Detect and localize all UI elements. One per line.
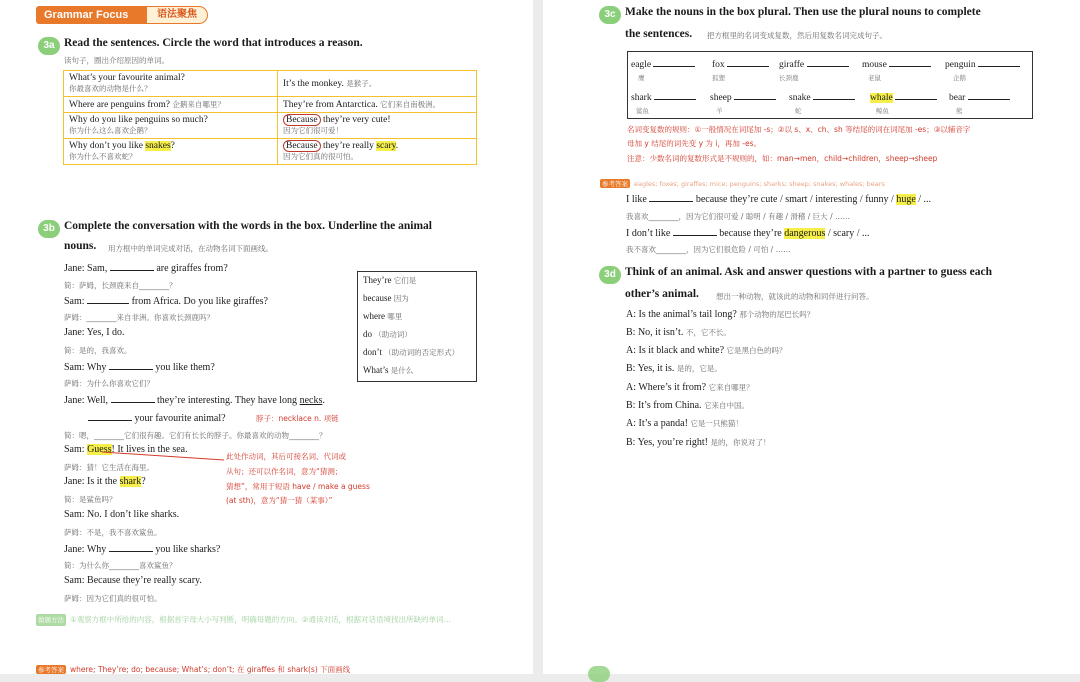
answer-blank[interactable] bbox=[87, 294, 129, 304]
sentence-line-zh: 我喜欢________，因为它们很可爱 / 聪明 / 有趣 / 滑稽 / 巨大 / …… bbox=[626, 212, 850, 221]
grammar-table bbox=[63, 70, 477, 165]
conversation-line-zh: 简：嗯，________它们很有趣。它们有长长的脖子。你最喜欢的动物________？ bbox=[64, 431, 327, 440]
section-3d-title: Think of an animal. Ask and answer questions with a partner to guess each bbox=[625, 266, 993, 278]
vocab-note: 脖子：necklace n. 项链 bbox=[256, 414, 339, 423]
answer-text: they’re very cute! bbox=[320, 115, 391, 125]
answer-blank[interactable] bbox=[734, 90, 776, 100]
section-3b-title-cont: nouns. bbox=[64, 240, 97, 252]
conversation-line-zh: 简：萨姆，长颈鹿来自________？ bbox=[64, 281, 177, 290]
conversation-line: Sam: No. I don’t like sharks. bbox=[64, 509, 180, 520]
dialogue-line: A: Is the animal’s tail long? 那个动物的尾巴长吗？ bbox=[626, 309, 815, 320]
answer-text-zh: 因为它们很可爱！ bbox=[283, 126, 343, 135]
answer-blank[interactable] bbox=[109, 360, 153, 370]
table-cell-answer bbox=[278, 71, 477, 97]
conversation-line: Jane: Is it the shark? bbox=[64, 476, 146, 487]
grammar-note-line: 猜想”，常用于短语 have / make a guess bbox=[226, 482, 370, 491]
next-section-badge-partial bbox=[588, 666, 610, 682]
answer-blank[interactable] bbox=[978, 57, 1020, 67]
answer-tag: 参考答案 bbox=[602, 180, 628, 188]
conversation-line: Jane: Sam, are giraffes from? bbox=[64, 263, 228, 274]
noun-zh: 企鹅 bbox=[953, 74, 966, 82]
noun-zh: 熊 bbox=[956, 107, 963, 115]
section-3b-title: Complete the conversation with the words in the box. Underline the animal bbox=[64, 220, 432, 232]
section-3a-title-zh: 读句子，圈出介绍原因的单词。 bbox=[64, 56, 169, 65]
section-badge-3c: 3c bbox=[599, 6, 621, 24]
box-word: What’s 是什么 bbox=[363, 365, 414, 375]
table-row bbox=[64, 97, 477, 113]
conversation-line: Sam: Why you like them? bbox=[64, 362, 215, 373]
answer-note bbox=[600, 173, 885, 191]
table-cell-answer bbox=[278, 139, 477, 165]
answer-text-zh: 因为它们真的很可怕。 bbox=[283, 152, 358, 161]
answer-tag: 参考答案 bbox=[38, 666, 64, 674]
noun-item: giraffe bbox=[779, 57, 849, 70]
question-text: What’s your favourite animal? bbox=[69, 73, 185, 83]
answer-text: They’re from Antarctica. bbox=[283, 100, 378, 110]
answer-blank[interactable] bbox=[653, 57, 695, 67]
question-text: Why don’t you like bbox=[69, 141, 146, 151]
grammar-note-line: 从句；还可以作名词，意为“猜测； bbox=[226, 467, 343, 476]
noun-zh: 老鼠 bbox=[868, 74, 881, 82]
noun-item: penguin bbox=[945, 57, 1020, 70]
highlighted-word: scary bbox=[376, 141, 396, 151]
highlighted-word: snakes bbox=[145, 141, 171, 151]
answer-blank[interactable] bbox=[968, 90, 1010, 100]
answer-blank[interactable] bbox=[889, 57, 931, 67]
question-punct: ? bbox=[170, 141, 175, 151]
question-text-zh: 企鹅来自哪里？ bbox=[172, 100, 225, 109]
box-word: where 哪里 bbox=[363, 311, 403, 321]
answer-blank[interactable] bbox=[895, 90, 937, 100]
answer-blank[interactable] bbox=[654, 90, 696, 100]
answer-blank[interactable] bbox=[673, 226, 717, 236]
sentence-line-zh: 我不喜欢________，因为它们很危险 / 可怕 / …… bbox=[626, 245, 791, 254]
conversation-line: Sam: Because they’re really scary. bbox=[64, 575, 202, 586]
highlighted-word: shark bbox=[119, 476, 142, 487]
box-word: do （助动词） bbox=[363, 329, 412, 339]
grammar-focus-title-zh: 语法聚焦 bbox=[146, 6, 208, 24]
answer-blank[interactable] bbox=[813, 90, 855, 100]
answer-blank[interactable] bbox=[109, 542, 153, 552]
conversation-line: Jane: Why you like sharks? bbox=[64, 544, 221, 555]
question-text: Where are penguins from? bbox=[69, 100, 171, 110]
section-badge-3b: 3b bbox=[38, 220, 60, 238]
plural-rule-line: 名词变复数的规则：①一般情况在词尾加 -s；②以 s、x、ch、sh 等结尾的词在词尾加 -es；③以辅音字 bbox=[627, 125, 971, 134]
noun-item: bear bbox=[949, 90, 1010, 103]
answer-punct: . bbox=[395, 141, 399, 151]
grammar-note-line: (at sth)，意为“猜一猜（某事）” bbox=[226, 496, 333, 505]
word-box bbox=[357, 271, 477, 382]
conversation-line-zh: 萨姆：为什么你喜欢它们？ bbox=[64, 379, 154, 388]
noun-zh: 鲸鱼 bbox=[876, 107, 889, 115]
answer-blank[interactable] bbox=[88, 411, 132, 421]
conversation-line-zh: 萨姆：猜！它生活在海里。 bbox=[64, 463, 154, 472]
conversation-line-zh: 萨姆：________来自非洲。你喜欢长颈鹿吗？ bbox=[64, 313, 214, 322]
conversation-line: your favourite animal? bbox=[88, 411, 226, 424]
dialogue-line: B: Yes, you’re right! 是的，你说对了！ bbox=[626, 437, 771, 448]
conversation-line-zh: 简：是鲨鱼吗？ bbox=[64, 495, 117, 504]
dialogue-line: B: No, it isn’t. 不，它不长。 bbox=[626, 327, 731, 338]
table-cell-answer bbox=[278, 97, 477, 113]
table-cell-answer bbox=[278, 113, 477, 139]
grammar-note-line: 此处作动词，其后可接名词、代词或 bbox=[226, 452, 346, 461]
section-3b-title-zh: 用方框中的单词完成对话，在动物名词下面画线。 bbox=[108, 244, 273, 253]
noun-item: fox bbox=[712, 57, 769, 70]
noun-zh: 蛇 bbox=[795, 107, 802, 115]
dialogue-line: B: It’s from China. 它来自中国。 bbox=[626, 400, 750, 411]
dialogue-line: A: Where’s it from? 它来自哪里？ bbox=[626, 382, 754, 393]
question-text-zh: 你为什么这么喜欢企鹅？ bbox=[69, 126, 152, 135]
table-row bbox=[64, 71, 477, 97]
question-text: Why do you like penguins so much? bbox=[69, 115, 208, 125]
noun-zh: 长颈鹿 bbox=[779, 74, 799, 82]
method-tag: 做题方法 bbox=[38, 616, 64, 624]
left-page bbox=[0, 0, 533, 674]
conversation-line-zh: 简：是的，我喜欢。 bbox=[64, 346, 132, 355]
section-badge-3d: 3d bbox=[599, 266, 621, 284]
conversation-line: Jane: Well, they’re interesting. They have long necks. bbox=[64, 395, 325, 406]
section-badge-3a: 3a bbox=[38, 37, 60, 55]
method-note bbox=[36, 612, 481, 626]
box-word: They’re 它们是 bbox=[363, 275, 417, 285]
answer-blank[interactable] bbox=[649, 192, 693, 202]
annotation-arrow bbox=[100, 446, 230, 466]
table-row bbox=[64, 113, 477, 139]
noun-zh: 羊 bbox=[716, 107, 723, 115]
answer-blank[interactable] bbox=[110, 261, 154, 271]
highlighted-word: huge bbox=[896, 194, 916, 205]
question-text-zh: 你为什么不喜欢蛇？ bbox=[69, 152, 137, 161]
plural-rule-line: 母加 y 结尾的词先变 y 为 i，再加 -es。 bbox=[627, 139, 761, 148]
highlighted-word: dangerous bbox=[784, 228, 826, 239]
answer-blank[interactable] bbox=[111, 393, 155, 403]
conversation-line: Sam: from Africa. Do you like giraffes? bbox=[64, 296, 268, 307]
conversation-line: Jane: Yes, I do. bbox=[64, 327, 125, 338]
circled-reason-word: Because bbox=[283, 140, 321, 152]
grammar-focus-banner bbox=[36, 6, 208, 24]
answer-text: where; They’re; do; because; What’s; don’t; 在 giraffes 和 shark(s) 下面画线 bbox=[70, 665, 351, 674]
answer-text-zh: 它们来自南极洲。 bbox=[380, 100, 441, 109]
noun-zh: 狐狸 bbox=[712, 74, 725, 82]
answer-note bbox=[36, 659, 350, 674]
answer-text-zh: 是猴子。 bbox=[346, 79, 377, 88]
section-3c-title-zh: 把方框里的名词变成复数，然后用复数名词完成句子。 bbox=[707, 31, 887, 40]
noun-zh: 鹰 bbox=[638, 74, 645, 82]
noun-item: snake bbox=[789, 90, 855, 103]
section-3c-title-cont: the sentences. bbox=[625, 28, 693, 40]
section-3d-title-zh: 想出一种动物，就该此的动物和同伴进行问答。 bbox=[716, 292, 874, 301]
answer-blank[interactable] bbox=[807, 57, 849, 67]
method-text: ①观察方框中所给的内容，根据首字母大小写判断，明确每题的方向。②通读对话，根据对话语境找出所缺的单词… bbox=[70, 615, 451, 624]
noun-item: sheep bbox=[710, 90, 776, 103]
underlined-animal-noun: necks bbox=[299, 395, 323, 406]
table-row bbox=[64, 139, 477, 165]
section-3d-title-cont: other’s animal. bbox=[625, 288, 699, 300]
answer-blank[interactable] bbox=[727, 57, 769, 67]
question-text-zh: 你最喜欢的动物是什么？ bbox=[69, 84, 152, 93]
answer-text: eagles; foxes; giraffes; mice; penguins; sharks; sheep; snakes; whales; bears bbox=[634, 180, 885, 188]
dialogue-line: A: It’s a panda! 它是一只熊猫！ bbox=[626, 418, 743, 429]
dialogue-line: A: Is it black and white? 它是黑白色的吗？ bbox=[626, 345, 787, 356]
answer-text: they’re really bbox=[320, 141, 377, 151]
conversation-line: Sam: Guess! It lives in the sea. bbox=[64, 444, 188, 455]
table-cell-question bbox=[64, 97, 278, 113]
section-3a-title: Read the sentences. Circle the word that introduces a reason. bbox=[64, 37, 363, 49]
highlighted-word: Guess bbox=[87, 444, 112, 455]
grammar-focus-title: Grammar Focus bbox=[36, 6, 146, 24]
noun-item: eagle bbox=[631, 57, 695, 70]
box-word: don’t （助动词的否定形式） bbox=[363, 347, 460, 357]
conversation-line-zh: 萨姆：因为它们真的很可怕。 bbox=[64, 594, 162, 603]
noun-item: mouse bbox=[862, 57, 931, 70]
noun-item: whale bbox=[870, 90, 937, 103]
section-3c-title: Make the nouns in the box plural. Then use the plural nouns to complete bbox=[625, 6, 981, 18]
table-cell-question bbox=[64, 113, 278, 139]
table-cell-question bbox=[64, 139, 278, 165]
box-word: because 因为 bbox=[363, 293, 409, 303]
plural-rule-note: 注意：少数名词的复数形式是不规则的，如：man→men，child→children，sheep→sheep bbox=[627, 154, 938, 163]
noun-item: shark bbox=[631, 90, 696, 103]
sentence-line: I like because they’re cute / smart / interesting / funny / huge / ... bbox=[626, 194, 932, 205]
dialogue-line: B: Yes, it is. 是的，它是。 bbox=[626, 363, 722, 374]
circled-reason-word: Because bbox=[283, 114, 321, 126]
sentence-line: I don’t like because they’re dangerous / scary / ... bbox=[626, 228, 870, 239]
conversation-line-zh: 简：为什么你________喜欢鲨鱼？ bbox=[64, 561, 177, 570]
noun-zh: 鲨鱼 bbox=[636, 107, 649, 115]
conversation-line-zh: 萨姆：不是，我不喜欢鲨鱼。 bbox=[64, 528, 162, 537]
noun-word-box bbox=[627, 51, 1033, 119]
answer-text: It’s the monkey. bbox=[283, 79, 344, 89]
table-cell-question bbox=[64, 71, 278, 97]
